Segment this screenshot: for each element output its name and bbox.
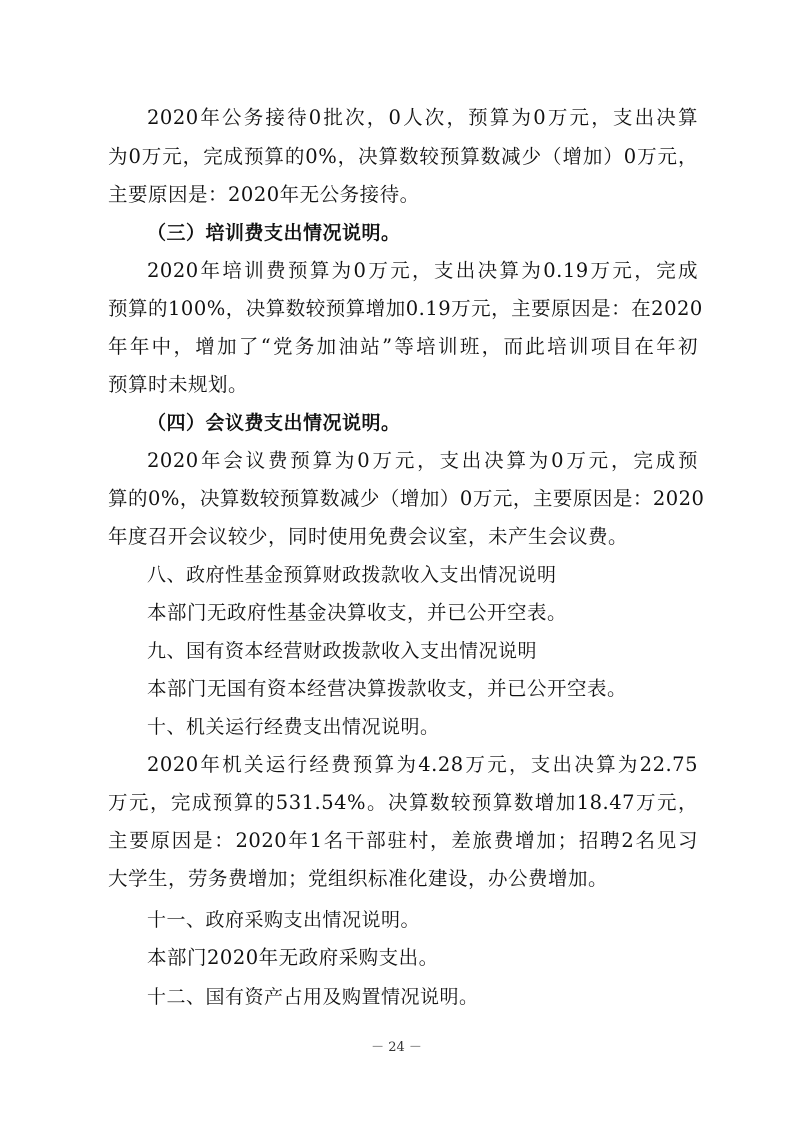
section11-text: 本部门2020年无政府采购支出。 [147,946,439,969]
page-number: － 24 － [371,1040,422,1055]
meeting-line-1: 2020年会议费预算为0万元，支出决算为0万元，完成预 [147,449,698,472]
meeting-line-3: 年度召开会议较少，同时使用免费会议室，未产生会议费。 [108,525,629,548]
training-line-2: 预算的100%，决算数较预算增加0.19万元，主要原因是：在2020 [108,297,703,320]
section10-line-1: 2020年机关运行经费预算为4.28万元，支出决算为22.75 [147,753,698,776]
section10-heading: 十、机关运行经费支出情况说明。 [147,716,440,738]
reception-line-1: 2020年公务接待0批次，0人次，预算为0万元，支出决算 [147,106,698,129]
reception-line-3: 主要原因是：2020年无公务接待。 [108,183,420,206]
section12-heading: 十二、国有资产占用及购置情况说明。 [147,986,479,1008]
section9-heading: 九、国有资本经营财政拨款收入支出情况说明 [147,640,538,662]
meeting-heading: （四）会议费支出情况说明。 [147,412,401,434]
section8-text: 本部门无政府性基金决算收支，并已公开空表。 [147,601,568,624]
section10-line-2: 万元，完成预算的531.54%。决算数较预算数增加18.47万元， [108,791,698,814]
section10-line-4: 大学生，劳务费增加；党组织标准化建设，办公费增加。 [108,867,609,890]
training-heading: （三）培训费支出情况说明。 [147,222,401,244]
section11-heading: 十一、政府采购支出情况说明。 [147,909,421,931]
training-line-3: 年年中，增加了“党务加油站”等培训班，而此培训项目在年初 [108,335,698,358]
section8-heading: 八、政府性基金预算财政拨款收入支出情况说明 [147,564,557,586]
meeting-line-2: 算的0%，决算数较预算数减少（增加）0万元，主要原因是：2020 [108,487,705,510]
section10-line-3: 主要原因是：2020年1名干部驻村，差旅费增加；招聘2名见习 [108,829,698,852]
training-line-4: 预算时未规划。 [108,373,249,396]
section9-text: 本部门无国有资本经营决算拨款收支，并已公开空表。 [147,677,628,700]
reception-line-2: 为0万元，完成预算的0%，决算数较预算数减少（增加）0万元， [108,145,698,168]
training-line-1: 2020年培训费预算为0万元，支出决算为0.19万元，完成 [147,259,698,282]
